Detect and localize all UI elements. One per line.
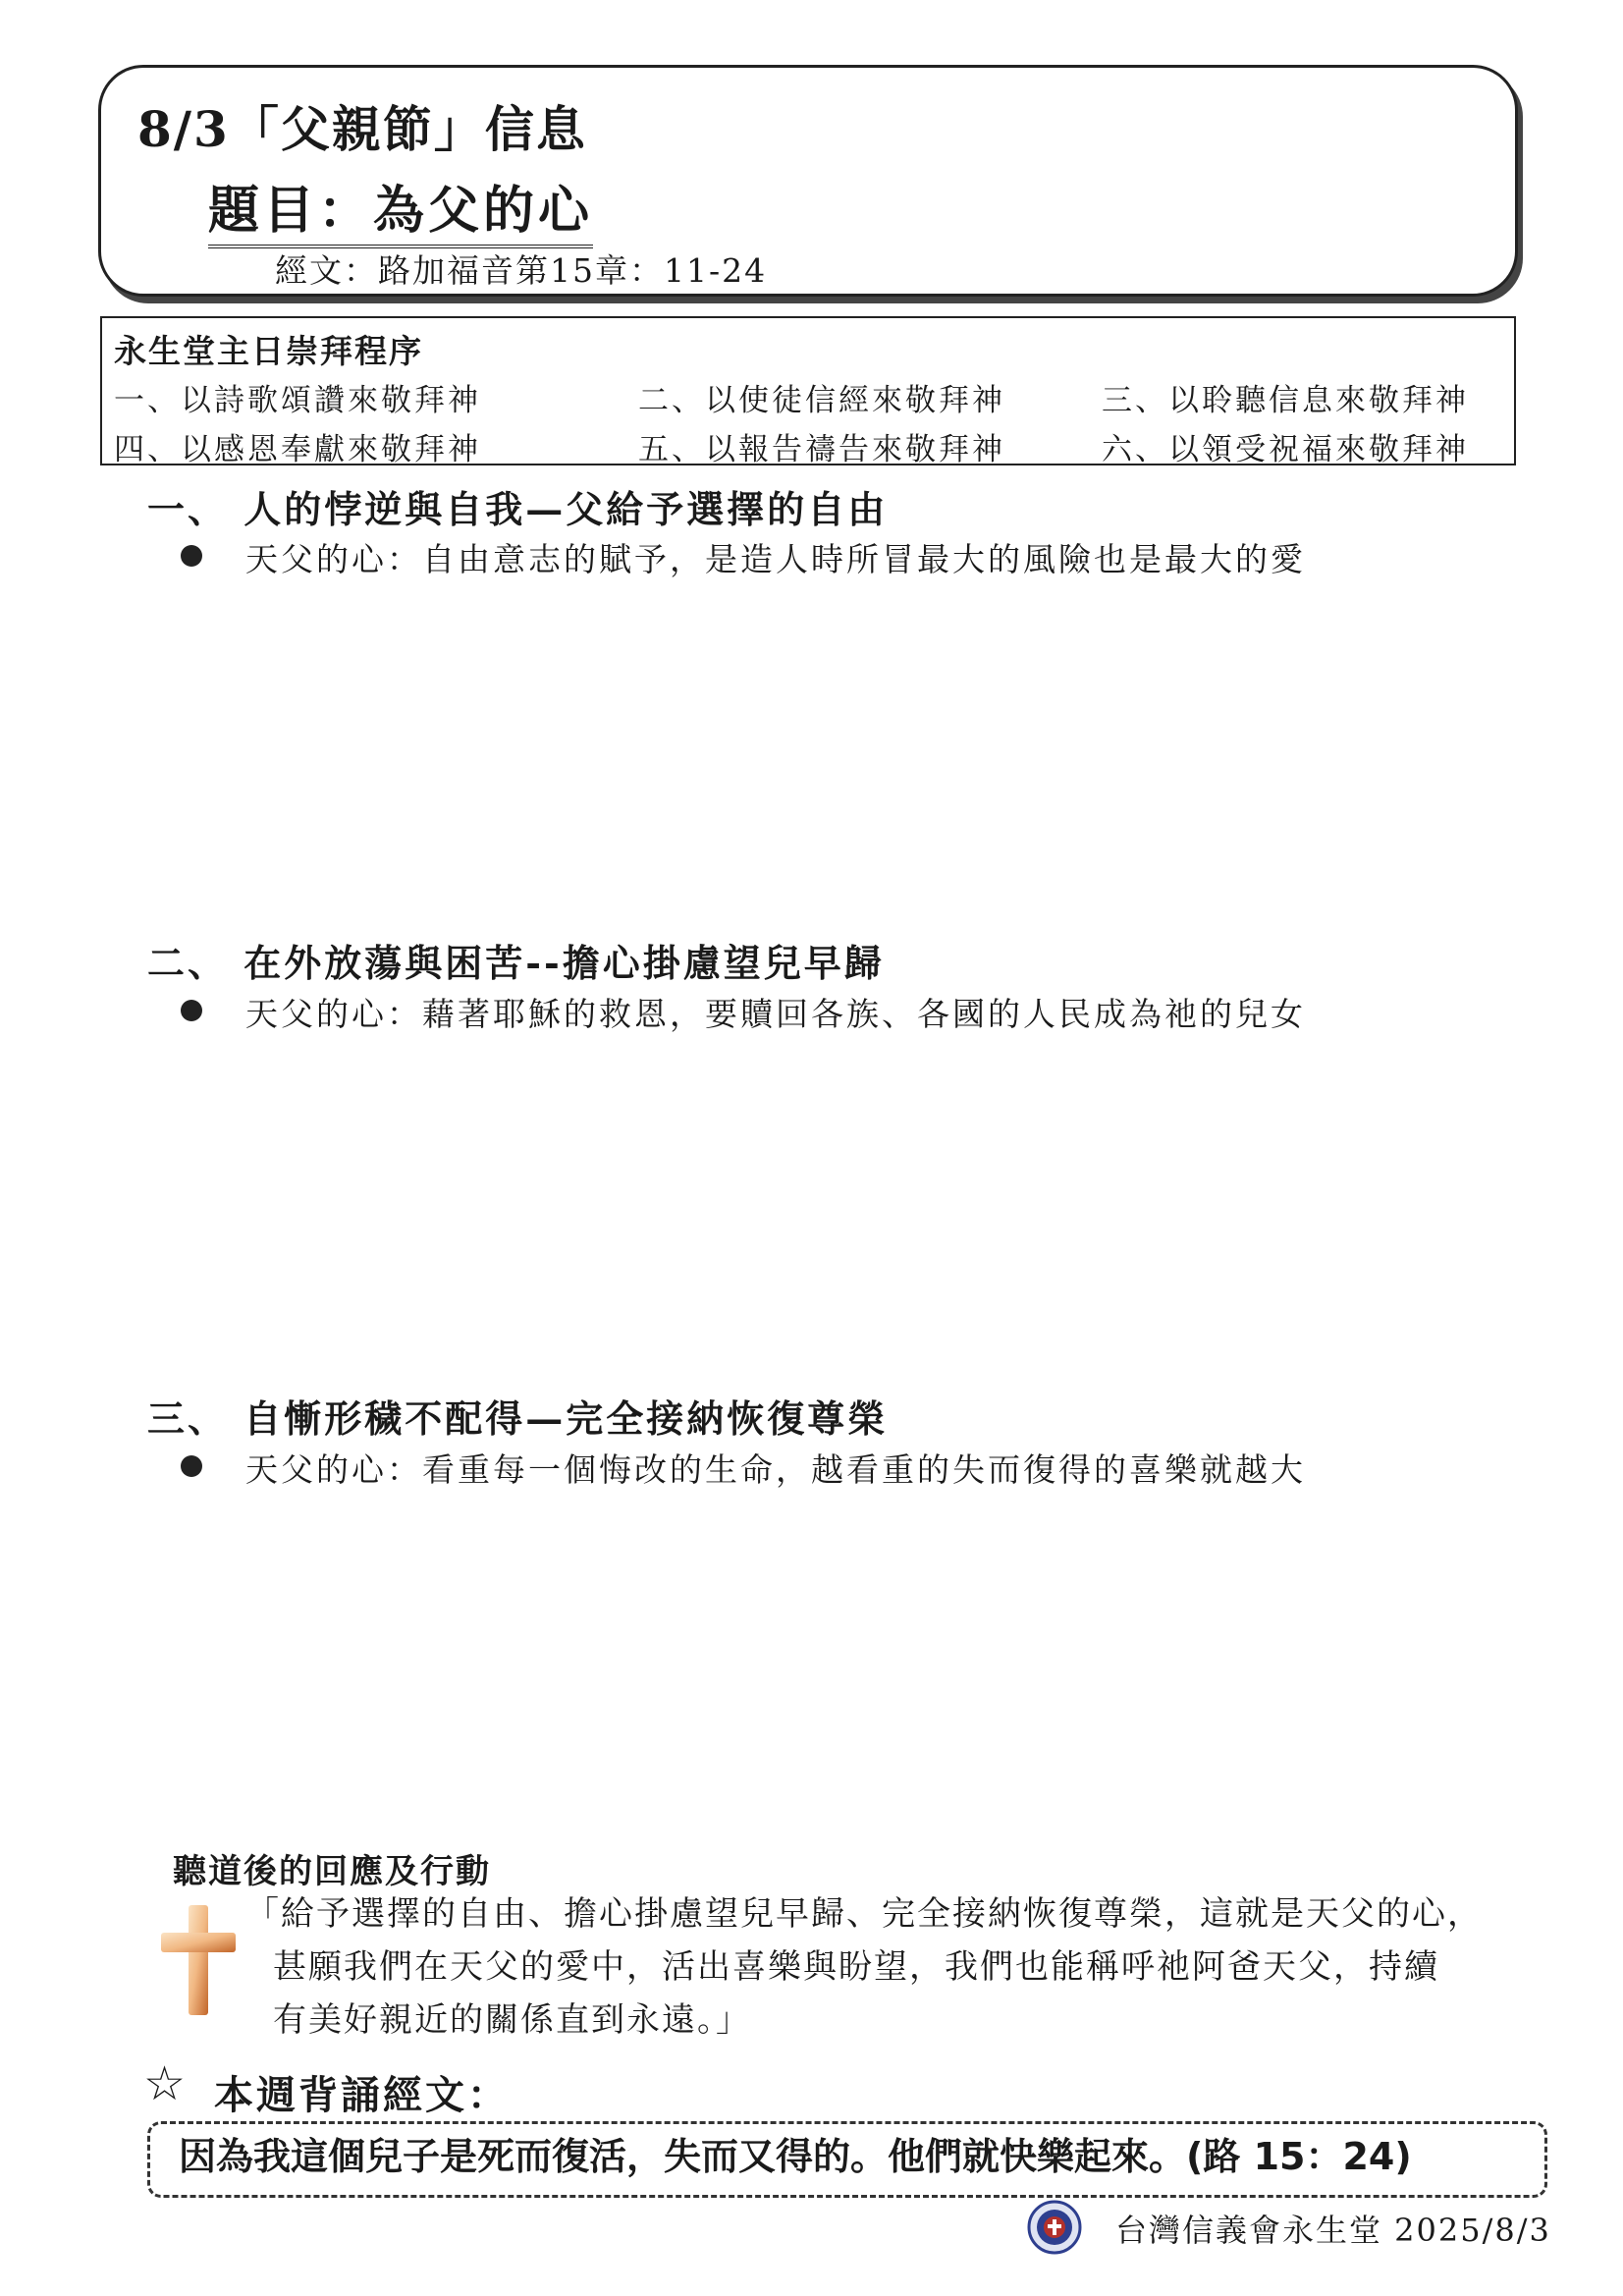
section-heading-2: 二、 在外放蕩與困苦--擔心掛慮望兒早歸 (147, 941, 885, 985)
response-line-3: 有美好親近的關係直到永遠。」 (273, 2000, 751, 2040)
sermon-topic: 題目：為父的心 (208, 169, 593, 248)
scripture-reference: 經文：路加福音第15章：11-24 (275, 251, 768, 290)
cross-icon (159, 1903, 238, 2017)
order-item-5: 五、以報告禱告來敬拜神 (638, 432, 1005, 467)
memory-verse-text: 因為我這個兒子是死而復活，失而又得的。他們就快樂起來。(路 15：24) (179, 2135, 1412, 2178)
church-seal-icon (1027, 2200, 1082, 2255)
bullet-icon (181, 1000, 202, 1021)
order-item-2: 二、以使徒信經來敬拜神 (638, 383, 1005, 418)
response-title: 聽道後的回應及行動 (173, 1852, 491, 1891)
bullet-icon (181, 545, 202, 567)
section-heading-1: 一、 人的悖逆與自我—父給予選擇的自由 (147, 487, 889, 531)
section-bullet-2: 天父的心：藉著耶穌的救恩，要贖回各族、各國的人民成為祂的兒女 (245, 995, 1306, 1033)
header-title: 8/3「父親節」信息 (137, 100, 587, 158)
order-of-worship-title: 永生堂主日崇拜程序 (114, 332, 423, 370)
memory-verse-title: 本週背誦經文： (214, 2072, 510, 2118)
order-item-1: 一、以詩歌頌讚來敬拜神 (114, 383, 481, 418)
response-line-1: 「給予選擇的自由、擔心掛慮望兒早歸、完全接納恢復尊榮，這就是天父的心， (245, 1894, 1483, 1934)
bullet-icon (181, 1455, 202, 1477)
order-item-6: 六、以領受祝福來敬拜神 (1102, 432, 1469, 467)
response-body (245, 1887, 1522, 2047)
order-item-4: 四、以感恩奉獻來敬拜神 (114, 432, 481, 467)
section-bullet-3: 天父的心：看重每一個悔改的生命，越看重的失而復得的喜樂就越大 (245, 1450, 1306, 1489)
footer-church-date: 台灣信義會永生堂 2025/8/3 (1115, 2212, 1551, 2249)
section-heading-3: 三、 自慚形穢不配得—完全接納恢復尊榮 (147, 1396, 889, 1441)
star-icon: ☆ (143, 2056, 187, 2111)
response-line-2: 甚願我們在天父的愛中，活出喜樂與盼望，我們也能稱呼祂阿爸天父，持續 (273, 1947, 1439, 1987)
section-bullet-1: 天父的心：自由意志的賦予，是造人時所冒最大的風險也是最大的愛 (245, 540, 1306, 578)
order-item-3: 三、以聆聽信息來敬拜神 (1102, 383, 1469, 418)
